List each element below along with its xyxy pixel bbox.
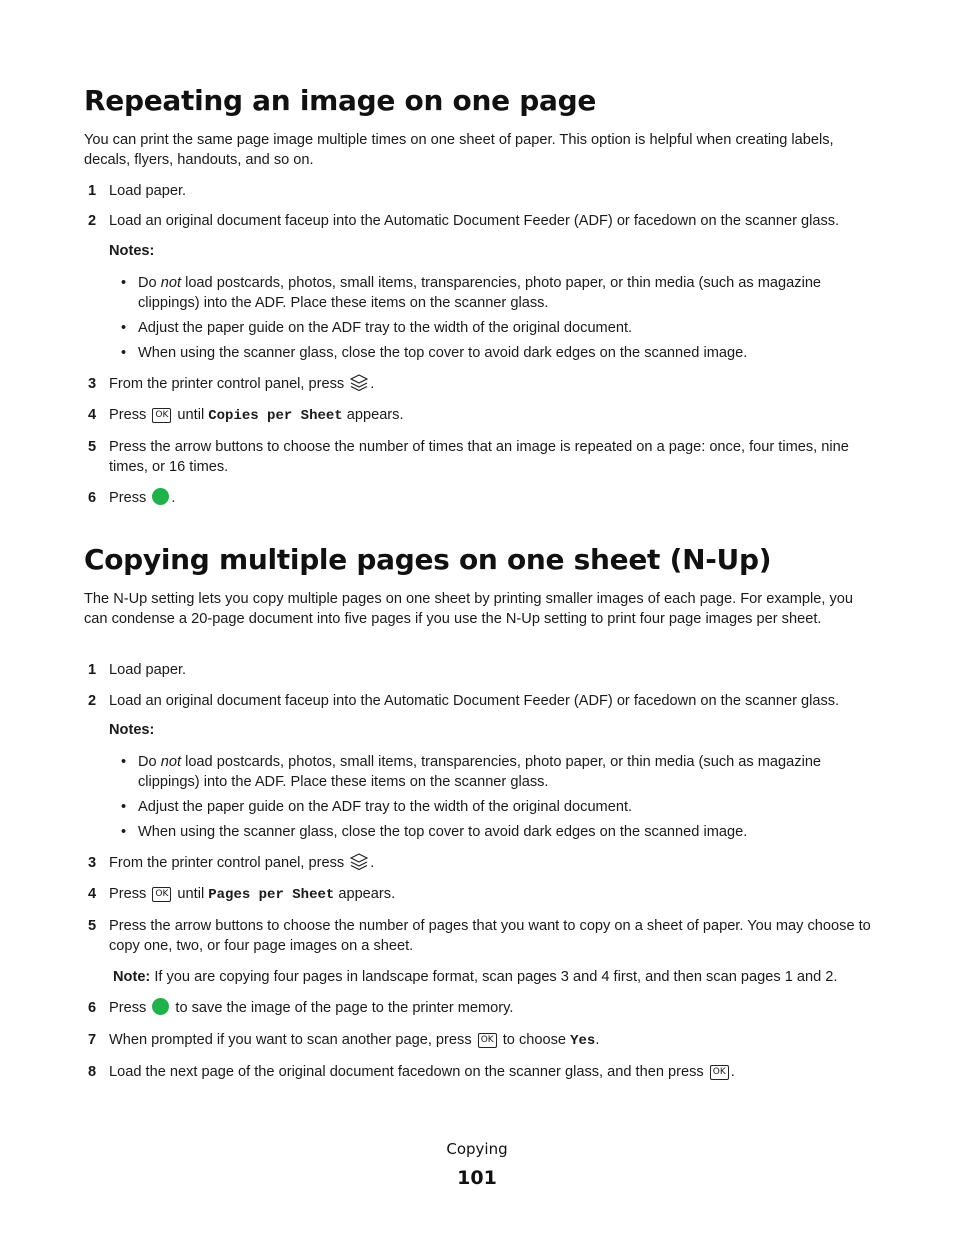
step-1: [84, 660, 874, 680]
step-number: 8: [88, 1064, 97, 1080]
step-text: until: [173, 407, 209, 423]
step-5: [84, 437, 874, 477]
bullet-text: Adjust the paper guide on the ADF tray to the width of the original document.: [138, 799, 633, 815]
step-text: .: [171, 490, 176, 506]
step-7: [84, 1030, 874, 1051]
step-number: 7: [88, 1032, 97, 1048]
step-6: [84, 488, 874, 508]
step-text: Press: [109, 490, 151, 506]
step-4: [84, 405, 874, 426]
step-2: [84, 691, 874, 711]
step-number: 1: [88, 662, 97, 678]
bullet-dot: •: [121, 754, 127, 770]
step-text: appears.: [342, 407, 404, 423]
ok-key-icon: OK: [710, 1065, 729, 1080]
step-5: [84, 916, 874, 956]
list-item: [121, 797, 874, 817]
list-item: [121, 822, 874, 842]
step-text: Load the next page of the original document facedown on the scanner glass, and then press: [109, 1064, 708, 1080]
step-number: 3: [88, 855, 97, 871]
step-number: 3: [88, 376, 97, 392]
step-text: Load paper.: [109, 183, 187, 199]
bullet-dot: •: [121, 824, 127, 840]
bullet-text: load postcards, photos, small items, transparencies, photo paper, or thin media (such as magazine clippings) into the ADF. Place these items on the scanner glass.: [138, 275, 822, 311]
step-text: .: [595, 1032, 600, 1048]
ok-key-icon: OK: [478, 1033, 497, 1048]
step-number: 2: [88, 693, 97, 709]
step-text: When prompted if you want to scan another page, press: [109, 1032, 476, 1048]
ok-key-icon: OK: [152, 408, 171, 423]
step-number: 1: [88, 183, 97, 199]
bullet-text: Do: [138, 275, 161, 291]
step-text: .: [370, 855, 375, 871]
display-message: Copies per Sheet: [208, 408, 343, 424]
bullet-dot: •: [121, 275, 127, 291]
note-text: If you are copying four pages in landscape format, scan pages 3 and 4 first, and then scan pages 1 and 2.: [150, 969, 838, 985]
ok-key-icon: OK: [152, 887, 171, 902]
section-title-repeating: Repeating an image on one page: [84, 84, 597, 117]
bullet-dot: •: [121, 320, 127, 336]
start-button-icon: [152, 998, 169, 1015]
step-number: 6: [88, 490, 97, 506]
step-text: appears.: [334, 886, 396, 902]
step-number: 5: [88, 918, 97, 934]
step-text: Press: [109, 1000, 151, 1016]
bullet-text: load postcards, photos, small items, transparencies, photo paper, or thin media (such as magazine clippings) into the ADF. Place these items on the scanner glass.: [138, 754, 822, 790]
bullet-emphasis: not: [160, 754, 182, 770]
step-3: [84, 374, 874, 398]
page-number: 101: [457, 1167, 497, 1189]
notes-list: [84, 752, 874, 842]
bullet-text: Adjust the paper guide on the ADF tray to the width of the original document.: [138, 320, 633, 336]
notes-list: [84, 273, 874, 363]
section-intro: You can print the same page image multiple times on one sheet of paper. This option is helpful when creating labels, decals, flyers, handouts, and so on.: [84, 132, 834, 168]
step-text: Press the arrow buttons to choose the number of pages that you want to copy on a sheet of paper. You may choose to copy one, two, or four page images on a sheet.: [109, 918, 871, 954]
display-message: Yes: [570, 1033, 596, 1049]
list-item: [121, 752, 874, 792]
step-number: 4: [88, 886, 97, 902]
step-text: From the printer control panel, press: [109, 376, 349, 392]
notes-label: Notes:: [109, 722, 155, 738]
display-message: Pages per Sheet: [208, 887, 335, 903]
step-text: until: [173, 886, 209, 902]
step-text: to save the image of the page to the printer memory.: [171, 1000, 514, 1016]
step-1: [84, 181, 874, 201]
step-number: 6: [88, 1000, 97, 1016]
notes-label: Notes:: [109, 243, 155, 259]
bullet-emphasis: not: [160, 275, 182, 291]
copy-button-icon: [350, 374, 368, 398]
step-text: Press: [109, 886, 151, 902]
step-2: [84, 211, 874, 231]
step-text: to choose: [498, 1032, 571, 1048]
step-text: From the printer control panel, press: [109, 855, 349, 871]
bullet-text: Do: [138, 754, 161, 770]
start-button-icon: [152, 488, 169, 505]
section-intro: The N-Up setting lets you copy multiple pages on one sheet by printing smaller images of each page. For example, you can condense a 20-page document into five pages if you use the N-Up setting to print four page images per sheet.: [84, 591, 854, 627]
step-8: [84, 1062, 874, 1082]
step-3: [84, 853, 874, 877]
bullet-text: When using the scanner glass, close the top cover to avoid dark edges on the scanned image.: [138, 824, 748, 840]
bullet-text: When using the scanner glass, close the top cover to avoid dark edges on the scanned image.: [138, 345, 748, 361]
section-title-nup: Copying multiple pages on one sheet (N-Up): [84, 543, 772, 576]
step-text: .: [730, 1064, 735, 1080]
bullet-dot: •: [121, 799, 127, 815]
bullet-dot: •: [121, 345, 127, 361]
step-text: .: [370, 376, 375, 392]
step-text: Press: [109, 407, 151, 423]
step-6: [84, 998, 874, 1018]
step-number: 5: [88, 439, 97, 455]
step-4: [84, 884, 874, 905]
note: [84, 967, 874, 987]
step-text: Press the arrow buttons to choose the number of times that an image is repeated on a page: once, four times, nine times, or 16 times.: [109, 439, 849, 475]
list-item: [121, 318, 874, 338]
note-label: Note:: [113, 969, 151, 985]
step-number: 2: [88, 213, 97, 229]
footer-section-name: Copying: [446, 1140, 508, 1158]
copy-button-icon: [350, 853, 368, 877]
step-number: 4: [88, 407, 97, 423]
list-item: [121, 343, 874, 363]
list-item: [121, 273, 874, 313]
step-text: Load an original document faceup into the Automatic Document Feeder (ADF) or facedown on the scanner glass.: [109, 693, 840, 709]
step-text: Load an original document faceup into the Automatic Document Feeder (ADF) or facedown on the scanner glass.: [109, 213, 840, 229]
step-text: Load paper.: [109, 662, 187, 678]
